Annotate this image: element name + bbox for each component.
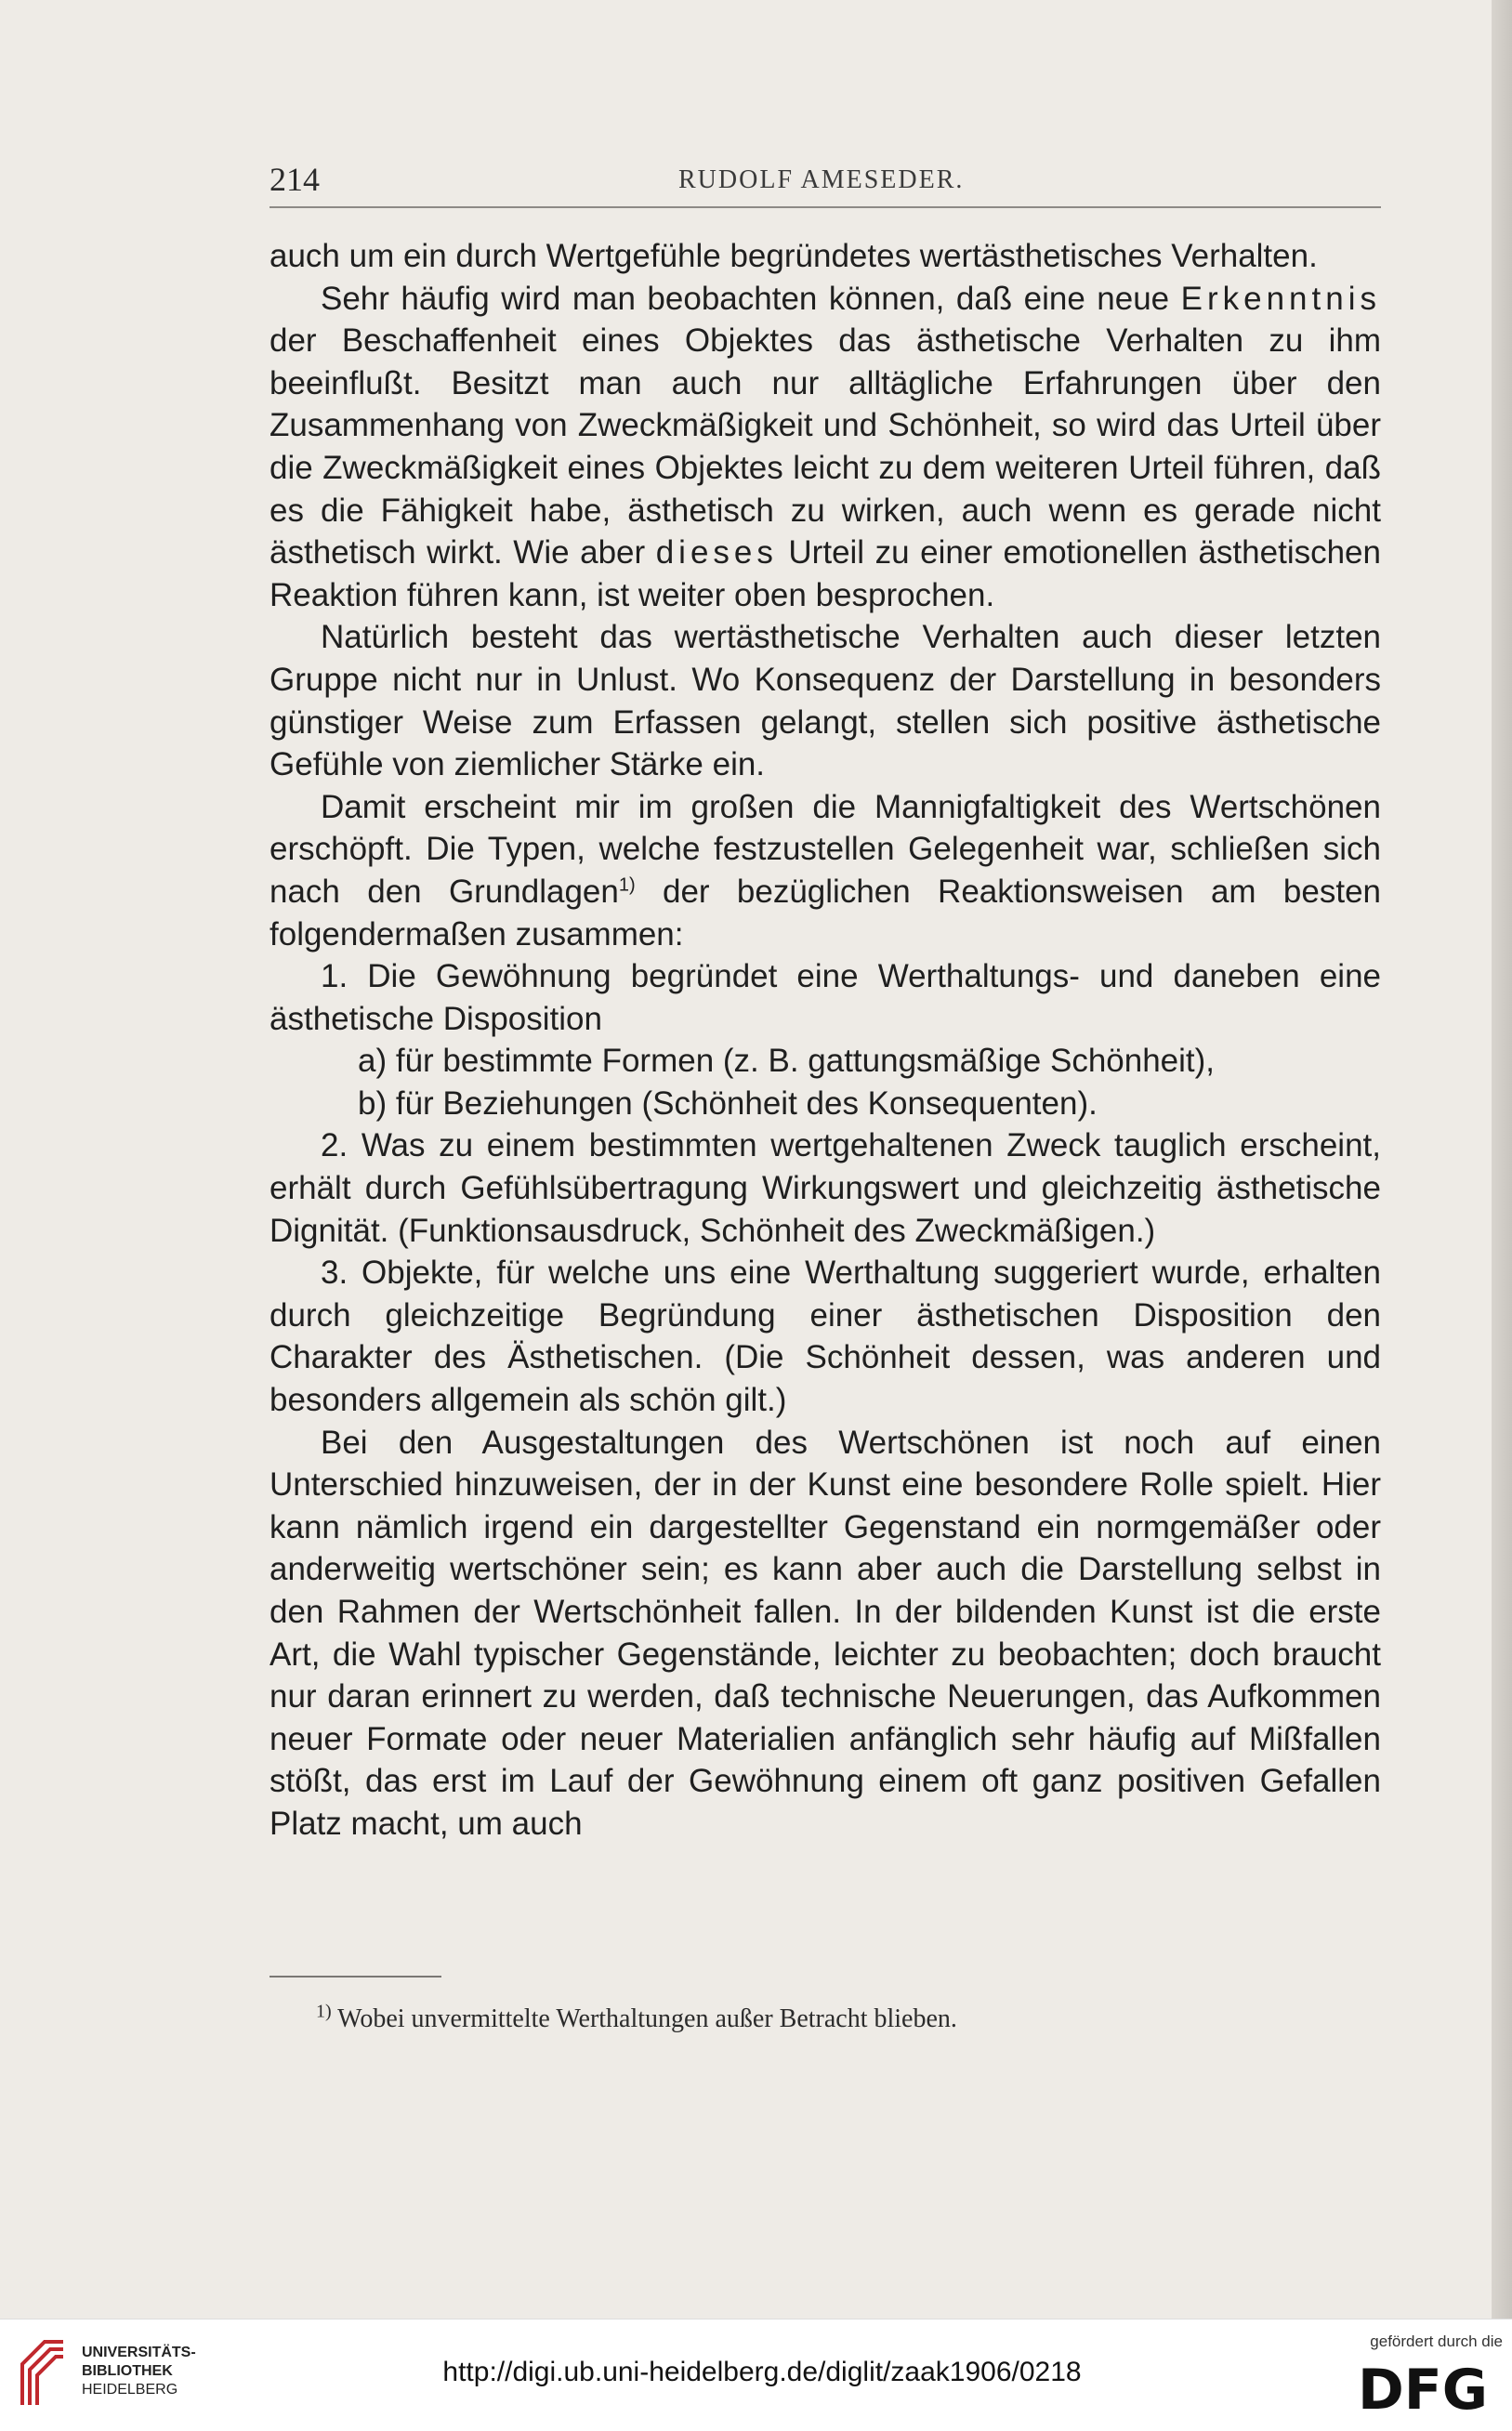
dfg-logo-icon[interactable] [1343, 2359, 1503, 2416]
paragraph-2 [270, 278, 1381, 617]
footnote-reference: 1) [618, 874, 636, 896]
funded-by-label: gefördert durch die [1370, 2332, 1503, 2350]
viewer-footer [0, 2319, 1512, 2431]
list-item-1a: a) für bestimmte Formen (z. B. gattungsmäßige Schönheit), [358, 1043, 1216, 1080]
paragraph-2-part-c: Urteil zu einer emotionellen ästhetischen Reaktion führen kann, ist weiter oben besprochen. [270, 534, 1381, 613]
running-head: RUDOLF AMESEDER. [678, 165, 965, 194]
paragraph-4-part-b: der bezüglichen Reaktionsweisen am besten folgendermaßen zusammen: [270, 873, 1382, 953]
paragraph-2-part-a: Sehr häufig wird man beobachten können, daß eine neue [321, 280, 1181, 317]
page-number: 214 [270, 161, 320, 198]
library-logo-icon[interactable] [17, 2336, 69, 2411]
library-name-line-3: HEIDELBERG [82, 2382, 178, 2398]
dfg-logo-text: DFG [1357, 2359, 1489, 2416]
footnote-divider [270, 1976, 441, 1978]
list-item-1: 1. Die Gewöhnung begründet eine Werthaltungs- und daneben eine ästhetische Disposition [270, 958, 1381, 1037]
list-item-3: 3. Objekte, für welche uns eine Werthaltung suggeriert wurde, erhalten durch gleichzeitige Begründung einer ästhetischen Disposition den Charakter des Ästhetischen. (Die Schönheit dessen, was anderen und besonders allgemein als schön gilt.) [270, 1255, 1381, 1419]
footnote [316, 2001, 1381, 2034]
list-item-1b: b) für Beziehungen (Schönheit des Konsequenten). [358, 1084, 1098, 1122]
footnote-text: Wobei unvermittelte Werthaltungen außer Betracht blieben. [331, 2004, 957, 2033]
permalink-url[interactable]: http://digi.ub.uni-heidelberg.de/diglit/zaak1906/0218 [442, 2357, 1082, 2387]
paragraph-3: Natürlich besteht das wertästhetische Verhalten auch dieser letzten Gruppe nicht nur in Unlust. Wo Konsequenz der Darstellung in besonders günstiger Weise zum Erfassen gelangt, stellen sich positive ästhetische Gefühle von ziemlicher Stärke ein. [270, 619, 1381, 783]
spaced-word-erkenntnis: Erkenntnis [1180, 280, 1381, 317]
library-logo-text [82, 2344, 196, 2399]
body-text [270, 235, 1381, 1846]
page-header [270, 160, 1381, 208]
paragraph-4 [270, 786, 1381, 955]
footnote-marker: 1) [316, 2001, 332, 2022]
list-item-2: 2. Was zu einem bestimmten wertgehaltenen Zweck tauglich erscheint, erhält durch Gefühlsübertragung Wirkungswert und gleichzeitig ästhetische Dignität. (Funktionsausdruck, Schönheit des Zweckmäßigen.) [270, 1127, 1381, 1249]
paragraph-1: auch um ein durch Wertgefühle begründetes wertästhetisches Verhalten. [270, 238, 1318, 274]
paragraph-2-part-b: der Beschaffenheit eines Objektes das ästhetische Verhalten zu ihm beeinflußt. Besitzt man auch nur alltägliche Erfahrungen über den Zusammenhang von Zweckmäßigkeit und Schönheit, so wird das Urteil über die Zweckmäßigkeit eines Objektes leicht zu dem weiteren Urteil führen, daß es die Fähigkeit habe, ästhetisch zu wirken, auch wenn es gerade nicht ästhetisch wirkt. Wie aber [270, 322, 1381, 572]
spaced-word-dieses: dieses [655, 534, 778, 572]
library-name-line-1: UNIVERSITÄTS- [82, 2345, 196, 2360]
page-edge-shadow [1492, 0, 1512, 2319]
library-name-line-2: BIBLIOTHEK [82, 2363, 173, 2379]
paragraph-5: Bei den Ausgestaltungen des Wertschönen ist noch auf einen Unterschied hinzuweisen, der in der Kunst eine besondere Rolle spielt. Hier kann nämlich irgend ein dargestellter Gegenstand ein normgemäßer oder anderweitig wertschöner sein; es kann aber auch die Darstellung selbst in den Rahmen der Wertschönheit fallen. In der bildenden Kunst ist die erste Art, die Wahl typischer Gegenstände, leichter zu beobachten; doch braucht nur daran erinnert zu werden, daß technische Neuerungen, das Aufkommen neuer Formate oder neuer Materialien anfänglich sehr häufig auf Mißfallen stößt, das erst im Lauf der Gewöhnung einem oft ganz positiven Gefallen Platz macht, um auch [270, 1424, 1381, 1842]
paragraph-4-part-a: Damit erscheint mir im großen die Mannigfaltigkeit des Wertschönen erschöpft. Die Typen, welche festzustellen Gelegenheit war, schließen sich nach den Grundlagen [270, 788, 1381, 910]
